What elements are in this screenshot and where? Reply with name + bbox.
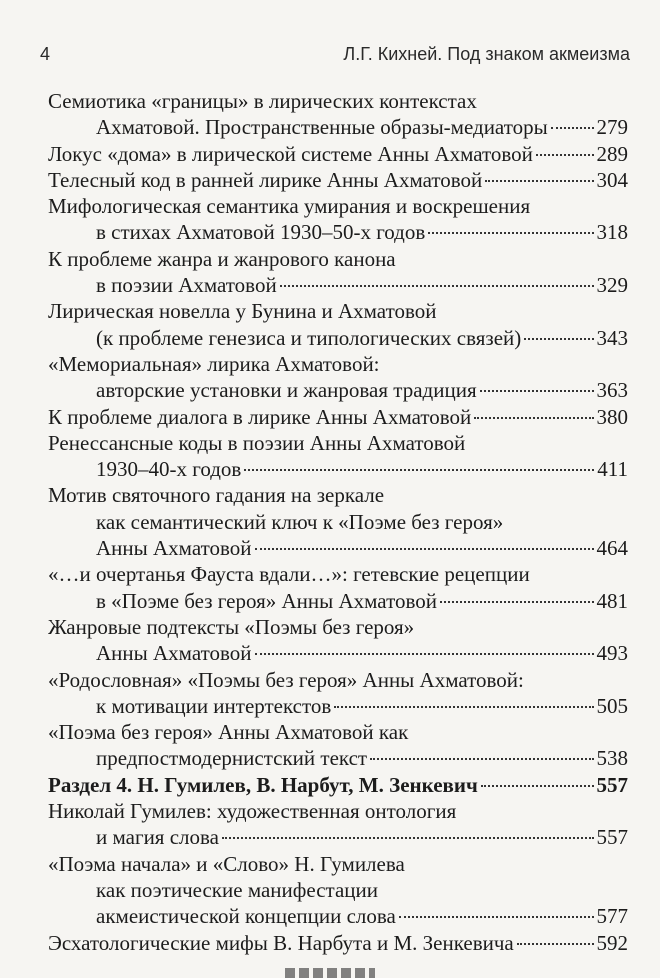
toc-entry-title-cont: акмеистической концепции слова bbox=[96, 904, 396, 929]
toc-entry bbox=[48, 141, 628, 167]
leader-dots bbox=[480, 390, 594, 392]
toc-entry-title: К проблеме жанра и жанрового канона bbox=[48, 246, 396, 271]
toc-page-number: 577 bbox=[596, 904, 628, 929]
toc-entry bbox=[48, 561, 628, 614]
toc-entry bbox=[48, 246, 628, 299]
toc-entry-title: Семиотика «границы» в лирических контекстах bbox=[48, 89, 477, 113]
toc-page-number: 481 bbox=[596, 588, 628, 613]
toc-entry bbox=[48, 351, 628, 404]
toc-entry bbox=[48, 851, 628, 930]
toc-entry-title: «Поэма начала» и «Слово» Н. Гумилева bbox=[48, 851, 405, 876]
toc-entry bbox=[48, 667, 628, 720]
leader-dots bbox=[255, 653, 594, 655]
section-title: Раздел 4. Н. Гумилев, В. Нарбут, М. Зенкевич bbox=[48, 772, 478, 797]
leader-dots bbox=[524, 338, 593, 340]
leader-dots bbox=[536, 154, 594, 156]
toc-page-number: 363 bbox=[596, 378, 628, 403]
toc-entry-title: Мотив святочного гадания на зеркале bbox=[48, 483, 385, 508]
toc-entry-title: Телесный код в ранней лирике Анны Ахматовой bbox=[48, 167, 483, 192]
toc-entry-title: «Поэма без героя» Анны Ахматовой как bbox=[48, 720, 409, 745]
toc-entry bbox=[48, 430, 628, 483]
toc-entry-title-cont: 1930–40-х годов bbox=[96, 457, 242, 482]
toc-entry-title-cont: Ахматовой. Пространственные образы-медиаторы bbox=[96, 115, 548, 140]
cut-off-line-fragment bbox=[285, 968, 375, 978]
toc-entry bbox=[48, 482, 628, 561]
toc-entry-title: Мифологическая семантика умирания и воскрешения bbox=[48, 194, 531, 219]
toc-entry bbox=[48, 404, 628, 430]
toc-entry-title-cont: в поэзии Ахматовой bbox=[96, 273, 277, 298]
toc-entry-title-cont: в стихах Ахматовой 1930–50-х годов bbox=[96, 220, 426, 245]
toc-page-number: 464 bbox=[596, 536, 628, 561]
leader-dots bbox=[280, 285, 594, 287]
toc-page-number: 592 bbox=[596, 930, 628, 955]
toc-entry-title-cont: и магия слова bbox=[96, 825, 219, 850]
toc-page-number: 318 bbox=[596, 220, 628, 245]
toc-entry-title: Эсхатологические мифы В. Нарбута и М. Зенкевича bbox=[48, 930, 514, 955]
leader-dots bbox=[485, 180, 593, 182]
toc-entry-title-cont: Анны Ахматовой bbox=[96, 536, 252, 561]
toc-entry bbox=[48, 88, 628, 141]
leader-dots bbox=[428, 232, 593, 234]
toc-page-number: 411 bbox=[597, 457, 628, 482]
toc-page-number: 279 bbox=[596, 115, 628, 140]
toc-page-number: 505 bbox=[596, 693, 628, 718]
toc-entry bbox=[48, 930, 628, 956]
leader-dots bbox=[551, 127, 594, 129]
leader-dots bbox=[370, 758, 593, 760]
toc-page-number: 557 bbox=[596, 772, 628, 797]
leader-dots bbox=[244, 469, 594, 471]
toc-entry-title-cont: Анны Ахматовой bbox=[96, 641, 252, 666]
running-title: Л.Г. Кихней. Под знаком акмеизма bbox=[343, 44, 630, 64]
toc-entry-title: Лирическая новелла у Бунина и Ахматовой bbox=[48, 299, 437, 324]
toc-entry-title-cont: в «Поэме без героя» Анны Ахматовой bbox=[96, 588, 437, 613]
toc-entry-title-cont: как поэтические манифестации bbox=[96, 877, 379, 902]
leader-dots bbox=[474, 417, 593, 419]
toc-entry-title-cont: предпостмодернистский текст bbox=[96, 746, 368, 771]
toc-entry bbox=[48, 798, 628, 851]
toc-entry bbox=[48, 614, 628, 667]
toc-entry-title: «…и очертанья Фауста вдали…»: гетевские рецепции bbox=[48, 562, 530, 587]
toc-page-number: 557 bbox=[596, 825, 628, 850]
toc-entry-title: «Мемориальная» лирика Ахматовой: bbox=[48, 351, 380, 376]
leader-dots bbox=[222, 837, 594, 839]
toc-entry bbox=[48, 719, 628, 772]
toc-entry-title-cont: к мотивации интертекстов bbox=[96, 693, 332, 718]
toc-entry bbox=[48, 193, 628, 246]
toc-entry-title: Жанровые подтексты «Поэмы без героя» bbox=[48, 614, 415, 639]
toc-entry bbox=[48, 298, 628, 351]
leader-dots bbox=[517, 943, 594, 945]
toc-page-number: 304 bbox=[596, 167, 628, 192]
toc-page-number: 289 bbox=[596, 141, 628, 166]
toc-entry-title-cont: как семантический ключ к «Поэме без героя» bbox=[96, 509, 504, 534]
toc-page-number: 343 bbox=[596, 325, 628, 350]
toc-entry-title: К проблеме диалога в лирике Анны Ахматовой bbox=[48, 404, 472, 429]
toc-entry-title: Локус «дома» в лирической системе Анны Ахматовой bbox=[48, 141, 533, 166]
leader-dots bbox=[334, 706, 593, 708]
page-header bbox=[40, 44, 630, 70]
toc-page-number: 329 bbox=[596, 273, 628, 298]
leader-dots bbox=[481, 785, 594, 787]
toc-page-number: 538 bbox=[596, 746, 628, 771]
leader-dots bbox=[255, 548, 594, 550]
toc-entry bbox=[48, 167, 628, 193]
toc-entry-title: «Родословная» «Поэмы без героя» Анны Ахматовой: bbox=[48, 667, 524, 692]
leader-dots bbox=[440, 601, 594, 603]
toc-entry-title-cont: авторские установки и жанровая традиция bbox=[96, 378, 477, 403]
toc-entry-title: Ренессансные коды в поэзии Анны Ахматовой bbox=[48, 430, 466, 455]
toc-entry-title: Николай Гумилев: художественная онтология bbox=[48, 799, 457, 824]
toc-entry-title-cont: (к проблеме генезиса и типологических связей) bbox=[96, 325, 522, 350]
page-number: 4 bbox=[40, 44, 51, 64]
leader-dots bbox=[399, 916, 594, 918]
toc-section-heading bbox=[48, 772, 628, 798]
toc-page-number: 380 bbox=[596, 404, 628, 429]
table-of-contents bbox=[48, 88, 628, 956]
toc-page-number: 493 bbox=[596, 641, 628, 666]
